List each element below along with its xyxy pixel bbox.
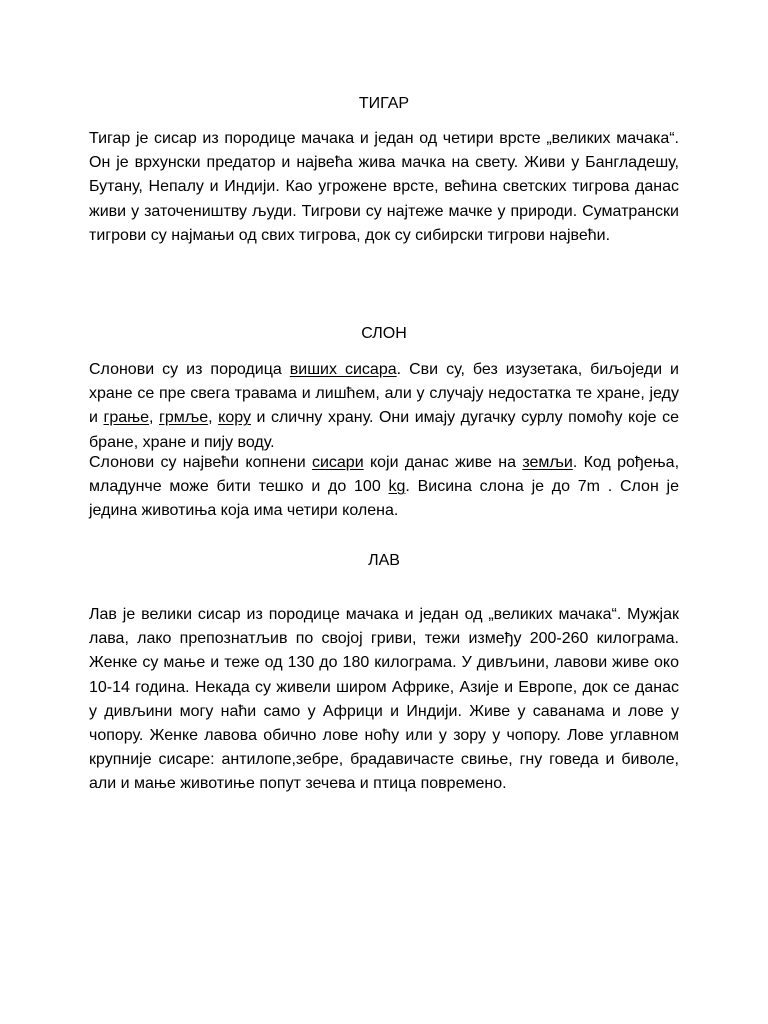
text-span: који данас живе на bbox=[363, 454, 523, 471]
link-grmlje[interactable]: грмље bbox=[159, 409, 209, 427]
text-span: . Висина слона је до 7m . Слон је једина животиња која има четири колена. bbox=[89, 478, 679, 520]
text-span: , bbox=[208, 409, 219, 427]
text-span: Слонови су највећи копнени bbox=[89, 454, 312, 471]
link-visih-sisara[interactable]: виших сисара bbox=[289, 361, 397, 378]
text-span: и сличну храну. Они имају дугачку сурлу помоћу које се бране, хране и пију воду. bbox=[89, 409, 680, 451]
paragraph-elephant-1 bbox=[89, 358, 679, 455]
section-title-lion: ЛАВ bbox=[368, 552, 400, 569]
link-kg[interactable]: kg bbox=[388, 478, 406, 496]
section-title-elephant: СЛОН bbox=[361, 325, 407, 342]
paragraph-lion: Лав је велики сисар из породице мачака и један од „великих мачака“. Мужјак лава, лако препознатљив по својој гриви, тежи између 200-260 килограма. Женке су мање и теже од 130 до 180 килограма. У дивљини, лавови живе око 10-14 година. Некада су живели широм Африке, Азије и Европе, док се данас у дивљини могу наћи само у Африци и Индији. Живе у саванама и лове у чопору. Женке лавова обично лове ноћу или у зору у чопору. Лове углавном крупније сисаре: антилопе,зебре, брадавичасте свиње, гну говеда и биволе, али и мање животиње попут зечева и птица повремено. bbox=[89, 606, 679, 793]
paragraph-elephant-2 bbox=[89, 451, 679, 524]
text-span: . Код рођења, младунче може бити тешко и до 100 bbox=[89, 454, 680, 496]
text-span: , bbox=[149, 409, 160, 427]
text-span: Слонови су из породица bbox=[89, 361, 290, 378]
section-title-tiger: ТИГАР bbox=[358, 95, 410, 112]
link-zemlji[interactable]: земљи bbox=[522, 454, 573, 471]
text-span: . Сви су, без изузетака, биљоједи и хране се пре свега травама и лишћем, али у случају недостатка те хране, једу и bbox=[89, 361, 679, 427]
link-sisari[interactable]: сисари bbox=[311, 454, 364, 471]
link-granje[interactable]: грање bbox=[103, 409, 150, 427]
link-koru[interactable]: кору bbox=[218, 409, 251, 427]
paragraph-tiger: Тигар је сисар из породице мачака и један од четири врсте „великих мачака“. Он је врхунски предатор и највећа жива мачка на свету. Живи у Бангладешу, Бутану, Непалу и Индији. Као угрожене врсте, већина светских тигрова данас живи у заточеништву људи. Тигрови су најтеже мачке у природи. Суматрански тигрови су најмањи од свих тигрова, док су сибирски тигрови највећи. bbox=[89, 130, 679, 244]
